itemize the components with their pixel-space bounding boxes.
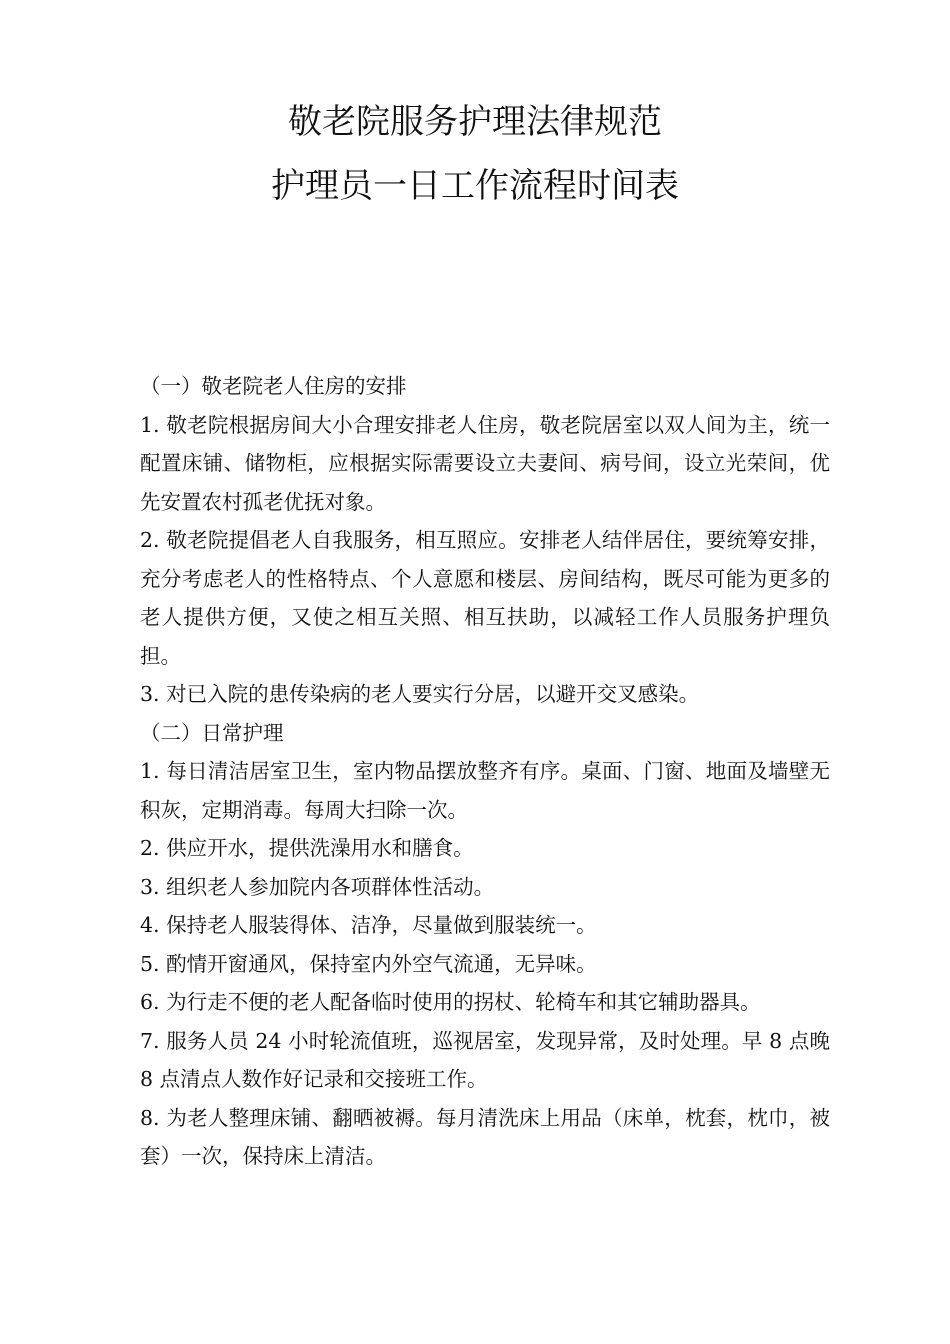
paragraph: 1. 每日清洁居室卫生，室内物品摆放整齐有序。桌面、门窗、地面及墙壁无积灰，定期消毒。每周大扫除一次。 — [140, 759, 830, 822]
paragraph: 3. 对已入院的患传染病的老人要实行分居，以避开交叉感染。 — [140, 682, 700, 706]
paragraph: 5. 酌情开窗通风，保持室内外空气流通，无异味。 — [140, 951, 597, 976]
section-heading-housing: （一）敬老院老人住房的安排 — [140, 374, 407, 398]
paragraph: 1. 敬老院根据房间大小合理安排老人住房，敬老院居室以双人间为主，统一配置床铺、储物柜，应根据实际需要设立夫妻间、病号间，设立光荣间，优先安置农村孤老优抚对象。 — [140, 412, 830, 514]
paragraph: 3. 组织老人参加院内各项群体性活动。 — [140, 874, 495, 899]
paragraph: 2. 敬老院提倡老人自我服务，相互照应。安排老人结伴居住，要统筹安排，充分考虑老人的性格特点、个人意愿和楼层、房间结构，既尽可能为更多的老人提供方便，又使之相互关照、相互扶助，以减轻工作人员服务护理负担。 — [140, 528, 830, 668]
paragraph: 2. 供应开水，提供洗澡用水和膳食。 — [140, 836, 474, 860]
document-title: 敬老院服务护理法律规范 — [288, 102, 662, 142]
document-body — [140, 367, 830, 1176]
paragraph: 8. 为老人整理床铺、翻晒被褥。每月清洗床上用品（床单，枕套，枕巾，被套）一次，保持床上清洁。 — [140, 1105, 830, 1168]
paragraph: 4. 保持老人服装得体、洁净，尽量做到服装统一。 — [140, 913, 597, 937]
document-subtitle: 护理员一日工作流程时间表 — [271, 166, 679, 206]
section-heading-daily-care: （二）日常护理 — [140, 720, 284, 745]
paragraph: 7. 服务人员 24 小时轮流值班，巡视居室，发现异常，及时处理。早 8 点晚 8 点清点人数作好记录和交接班工作。 — [140, 1028, 830, 1091]
paragraph: 6. 为行走不便的老人配备临时使用的拐杖、轮椅车和其它辅助器具。 — [140, 990, 761, 1014]
